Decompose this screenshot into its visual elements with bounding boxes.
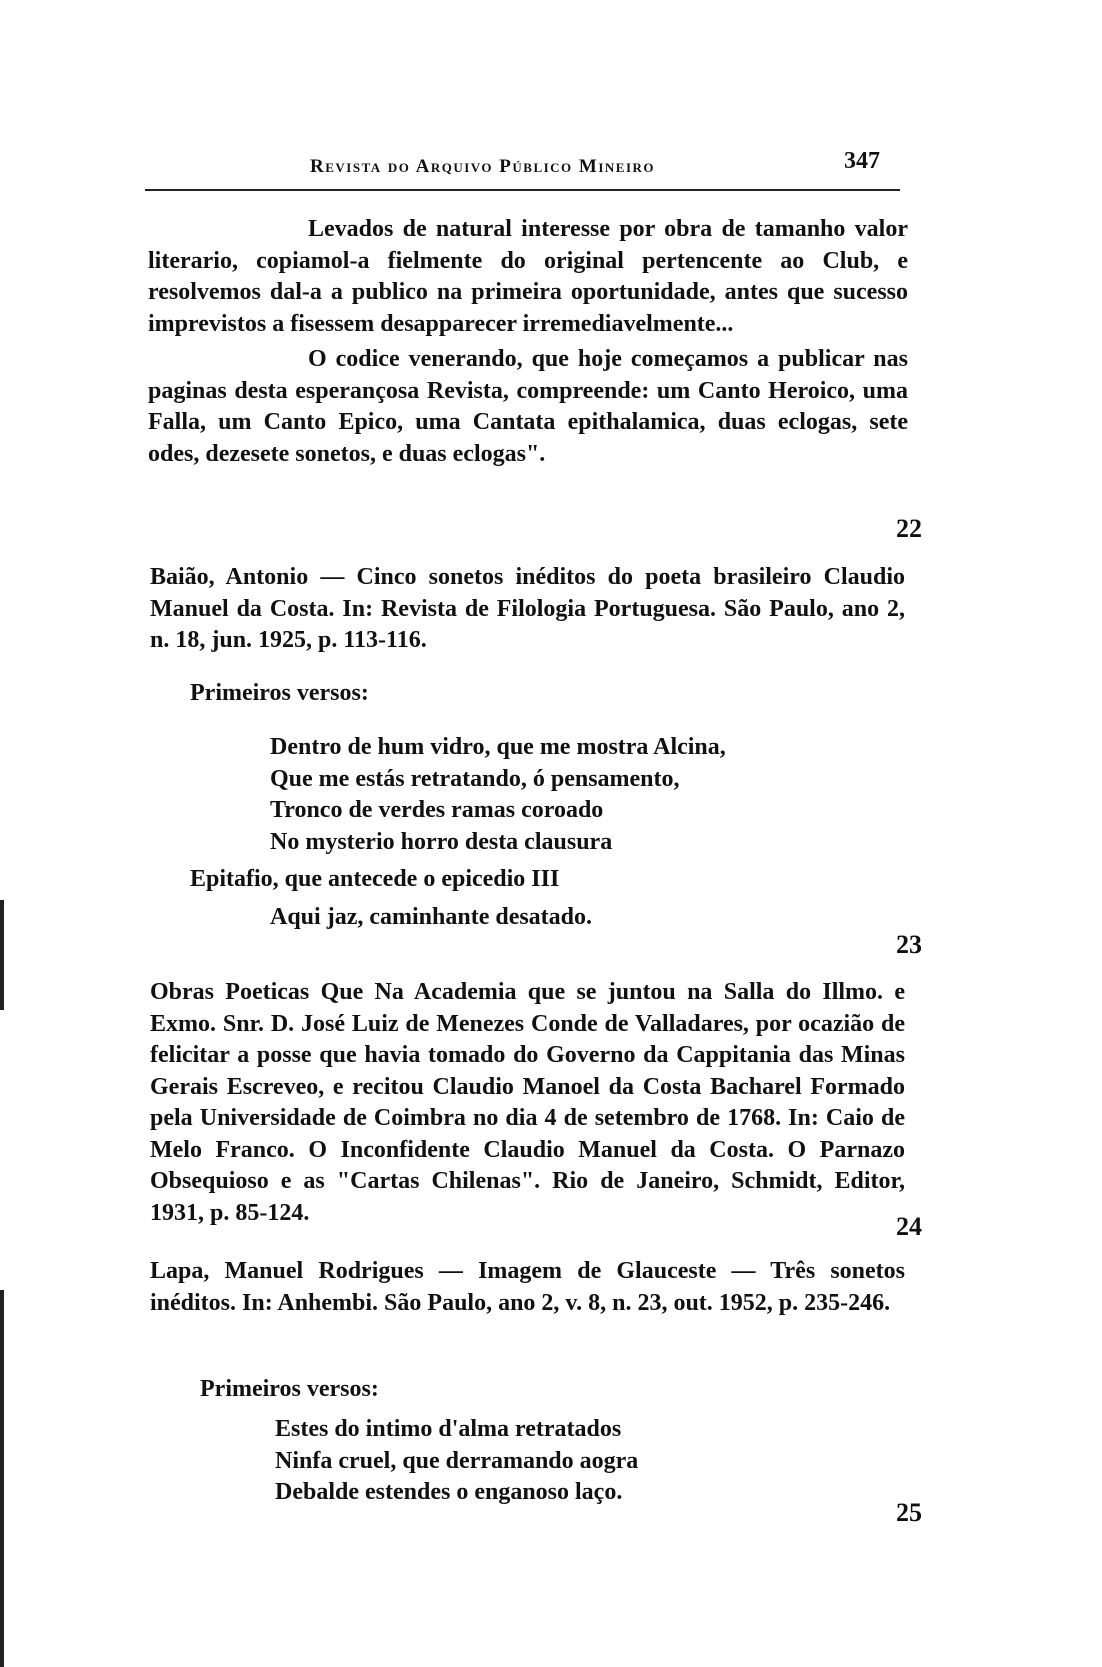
verse-line: Ninfa cruel, que derramando aogra bbox=[275, 1447, 639, 1474]
bibliography-entry: Obras Poeticas Que Na Academia que se juntou na Salla do Illmo. e Exmo. Snr. D. José Luiz de Menezes Conde de Valladares, por ocazião de felicitar a posse que havia tomado do Governo da Cappitania das Minas Gerais Escreveo, e recitou Claudio Manoel da Costa Bacharel Formado pela Universidade de Coimbra no dia 4 de setembro de 1768. In: Caio de Melo Franco. O Inconfidente Claudio Manuel da Costa. O Parnazo Obsequioso e as "Cartas Chilenas". Rio de Janeiro, Schmidt, Editor, 1931, p. 85-124. bbox=[150, 979, 905, 1226]
scan-edge-mark bbox=[0, 900, 4, 1010]
scan-edge-mark bbox=[0, 1290, 4, 1667]
entry-number: 22 bbox=[896, 514, 922, 543]
verse-line: No mysterio horro desta clausura bbox=[270, 828, 613, 855]
epitaph-label: Epitafio, que antecede o epicedio III bbox=[190, 866, 560, 892]
verse-list bbox=[275, 1414, 638, 1509]
first-verses-label: Primeiros versos: bbox=[200, 1376, 379, 1402]
quote-paragraph: Levados de natural interesse por obra de tamanho valor literario, copiamol-a fielmente do original pertencente ao Club, e resolvemos dal-a a publico na primeira oportunidade, antes que sucesso imprevistos a fisessem desapparecer irremediavelmente... bbox=[148, 216, 908, 337]
entry-number: 25 bbox=[896, 1498, 922, 1527]
verse-line: Tronco de verdes ramas coroado bbox=[270, 797, 604, 823]
running-title: Revista do Arquivo Público Mineiro bbox=[310, 156, 656, 177]
verse-line: Dentro de hum vidro, que me mostra Alcina, bbox=[270, 734, 726, 760]
verse-line: Debalde estendes o enganoso laço. bbox=[275, 1479, 623, 1505]
bibliography-entry: Lapa, Manuel Rodrigues — Imagem de Glauceste — Três sonetos inéditos. In: Anhembi. São Paulo, ano 2, v. 8, n. 23, out. 1952, p. 235-246. bbox=[150, 1258, 905, 1316]
first-verses-label: Primeiros versos: bbox=[190, 680, 369, 706]
entry-number: 24 bbox=[896, 1212, 922, 1241]
running-head bbox=[145, 148, 900, 188]
quote-paragraph: O codice venerando, que hoje começamos a publicar nas paginas desta esperançosa Revista, compreende: um Canto Heroico, uma Falla, um Canto Epico, uma Cantata epithalamica, duas eclogas, sete odes, dezesete sonetos, e duas eclogas". bbox=[148, 346, 908, 467]
header-rule bbox=[145, 189, 900, 191]
verse-line: Estes do intimo d'alma retratados bbox=[275, 1416, 622, 1442]
verse-list bbox=[270, 732, 726, 858]
bibliography-entry: Baião, Antonio — Cinco sonetos inéditos do poeta brasileiro Claudio Manuel da Costa. In: Revista de Filologia Portuguesa. São Paulo, ano 2, n. 18, jun. 1925, p. 113-116. bbox=[150, 564, 905, 653]
verse-list bbox=[270, 902, 592, 934]
page-number: 347 bbox=[844, 148, 880, 174]
quoted-text bbox=[148, 214, 908, 470]
verse-line: Aqui jaz, caminhante desatado. bbox=[270, 904, 593, 930]
verse-line: Que me estás retratando, ó pensamento, bbox=[270, 765, 680, 792]
entry-number: 23 bbox=[896, 930, 922, 959]
